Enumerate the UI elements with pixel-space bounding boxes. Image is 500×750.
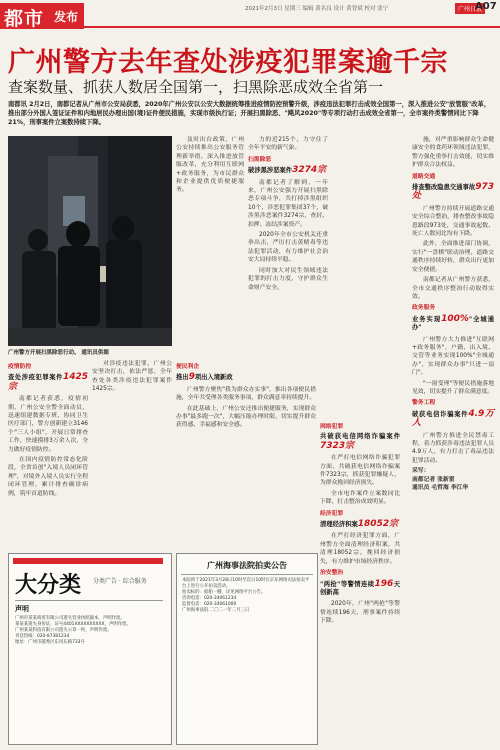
paragraph: 广州警方持续开展道路交通安全综合整治，排查整改事故隐患路段973处，交通事故起数、死亡人数同比均有下降。	[412, 205, 494, 238]
paragraph: 广州警方大力推进"互联网+政务服务"，户籍、出入境、交管等业务实现100%"全城通办"，实现群众办事"只进一扇门"。	[412, 336, 494, 377]
classified-ad-box	[8, 553, 172, 745]
column-3	[248, 136, 328, 294]
paragraph: 南都记者获悉，疫情初期，广州公安全警全面动员，迅速组建数据专班，协同卫生医疗部门，警方创新建立3146个"三人小组"，开展日常排查工作，快速摸排3万余人次，全力做好疫情防控。	[8, 396, 88, 453]
headline: 广州警方去年查处涉疫犯罪案逾千宗	[8, 47, 448, 78]
paragraph: 施，对严重影响群众生命健康安全的食药环领域违法犯罪，警方强化重拳打击效能，切实维护群众合法权益。	[412, 137, 494, 169]
auction-notice-box	[176, 553, 318, 745]
section-title-order	[320, 580, 400, 598]
ad-line: 广州某某科技有限公司遗失公章一枚，声明作废。	[15, 628, 112, 633]
section-title-traffic	[412, 183, 494, 202]
section-title-suffix: 天创新高	[320, 580, 401, 596]
paragraph: 对涉疫违法犯罪，广州公安坚决打击，依法严惩，全年查处各类涉疫违法犯罪案件1425宗。	[92, 361, 172, 393]
header-meta: 2021年2月3日 星期三 编辑 黄名良 设计 黄智斌 校对 张宁	[245, 6, 389, 12]
ad-rule	[15, 600, 163, 601]
section-title-text: 破获电信诈骗案件	[412, 410, 469, 418]
section-title-text: 共破获电信网络诈骗案件	[320, 433, 400, 441]
section-head-govservice: 政务服务	[412, 305, 436, 312]
paragraph: 南都记者从广州警方获悉，全市交通秩序整治行动取得实效。	[412, 277, 494, 300]
section-logo-sub: 发布	[54, 10, 79, 24]
byline-correspondent: 通讯员 毛哲海 李江华	[412, 485, 469, 492]
section-title-epidemic	[8, 373, 88, 392]
notice-lines	[182, 578, 312, 614]
paragraph: "一窗受理"等便民措施落地见效，切实提升了群众满意度。	[412, 380, 494, 395]
byline-reporter: 南都记者 张新雷	[412, 476, 455, 483]
paragraph: 及时出台政策，广州公安持续推出公安服务管理新举措，深入推进放管服改革，充分利用互联网+政务服务，为市民群众和企业提供优质便捷服务。	[176, 137, 244, 194]
section-logo	[0, 3, 84, 29]
page-header	[0, 0, 500, 32]
paragraph: 南都记者了解到，一年来，广州公安强力开展扫黑除恶专项斗争，共打掉涉黑组织10个，涉恶犯罪集团37个，破涉黑涉恶案件3274宗，查封、扣押、冻结涉案资产。	[248, 179, 328, 228]
column-2b	[176, 360, 316, 432]
section-title-text: 清理经济积案	[320, 521, 358, 529]
ad-lines	[15, 616, 163, 646]
notice-line: 本院将于2021年3月28日10时至次日10时在京东网络司法拍卖平台上进行公开拍卖活动。	[182, 578, 310, 589]
ad-line: 广州市某某商贸有限公司遗失营业执照副本，声明作废。	[15, 616, 125, 621]
section-head-traffic: 道路交通	[412, 173, 436, 180]
section-title-number: 196	[374, 578, 394, 589]
photo-caption: 广州警方开展扫黑除恶行动。 通讯员供图	[8, 350, 109, 356]
section-head-project: 警务工程	[412, 400, 436, 407]
column-3b	[320, 420, 400, 628]
paragraph: 力的近215个，力守住了全年平安的新气象。	[248, 137, 328, 152]
section-title-gang	[248, 166, 328, 175]
ad-line: 地址：广州市越秀区东风东路733号	[15, 640, 85, 645]
ad-title: 大分类	[15, 573, 82, 598]
section-title-number: 1425宗	[8, 372, 88, 392]
section-title-number: 9	[188, 372, 195, 383]
paragraph: 在国内疫情防控常态化阶段，全省首创"入境人员闭环管理"，对境外入境人员实行全程闭环管理，累计排查确诊病例，筑牢首道防线。	[8, 457, 88, 497]
paragraph: 2020年全市公安机关还重拳出击，严厉打击黄赌毒等违法犯罪活动，有力维护社会治安大局持续平稳。	[248, 232, 328, 264]
section-title-economic	[320, 520, 400, 529]
subheadline: 查案数量、抓获人数居全国第一，扫黑除恶成效全省第一	[8, 78, 384, 96]
section-title-govservice	[412, 315, 494, 333]
paragraph: 此外，全面推进部门协调，实行"一盘棋"联动治理，道路交通秩序持续好转，群众出行更加安全便捷。	[412, 241, 494, 273]
paragraph: 广州警方推进全民禁毒工程，着力抓获涉毒违法犯罪人员4.9万人，有力打击了毒品违法犯罪活动。	[412, 432, 494, 464]
paragraph: 全市电诈案件立案数同比下降，打击整治成效明显。	[320, 490, 400, 506]
paragraph: 同时加大对民生领域违法犯罪的打击力度，守护群众生命财产安全。	[248, 267, 328, 291]
section-title-text: 排查整改隐患交通事故	[412, 184, 476, 192]
section-title-text: 业务实现	[412, 315, 442, 323]
section-title-text: 破涉黑涉恶案件	[248, 167, 293, 175]
section-head-economic: 经济犯罪	[320, 510, 344, 517]
section-title-number: 18052宗	[357, 519, 399, 530]
section-head-service: 便民利企	[176, 364, 200, 370]
header-rule	[84, 26, 500, 28]
column-1b	[92, 360, 172, 396]
ad-line: 刊登热线：020-87381234	[15, 634, 70, 639]
ad-subtitle: 分类广告 · 综合服务	[93, 578, 147, 585]
section-head-gang: 扫黑除恶	[248, 156, 272, 163]
notice-line: 广州海事法院 二〇二一年二月三日	[182, 608, 250, 613]
section-head-cyber: 网络犯罪	[320, 424, 344, 430]
column-4	[412, 136, 494, 492]
column-2	[176, 136, 244, 197]
lead-paragraph: 南都讯 2月2日，南都记者从广州市公安局获悉，2020年广州公安以公安大数据统筹推进疫情防控预警升级，涉疫违法犯罪打击成效全国第一，深入推进公安"放管服"改革，推出部分外国人签证证件和内地居民办理出国(境)证件便民措施，实现市级执行证；开展扫黑除恶、"飓风2020"等专项行动打击成效全省第一，全市案件类警情同比下降21%，刑事案件立案数持续下降。	[8, 101, 491, 126]
section-title-number: 7323宗	[320, 440, 355, 451]
photo-illustration	[8, 136, 172, 346]
paragraph: 广州警方聚焦"我为群众办实事"，推出各项便民措施，全年共受理各类服务事项，群众满意率持续提升。	[176, 386, 316, 402]
notice-title: 广州海事法院拍卖公告	[207, 561, 287, 570]
paragraph: 在严打经济犯罪方面，广州警方全面清理经济积案，共清理18052宗，挽回经济损失，有力维护市场经济秩序。	[320, 533, 400, 565]
section-title-number: 973处	[412, 182, 494, 202]
section-title-suffix: 项出入境新政	[194, 374, 233, 382]
section-head-epidemic: 疫情防控	[8, 364, 32, 370]
section-title-text: 查处涉疫犯罪案件	[8, 374, 63, 382]
section-title-project	[412, 410, 494, 429]
paragraph: 在严打电信网络诈骗犯罪方面，共破获电信网络诈骗案件7323宗，抓获犯罪嫌疑人，为群众挽回经济损失。	[320, 455, 400, 487]
ad-top-bar	[13, 558, 163, 564]
section-title-cyber	[320, 433, 400, 451]
news-photo	[8, 136, 172, 346]
ad-line: 某某某遗失身份证，证号4401XXXXXXXXXX，声明作废。	[15, 622, 131, 627]
notice-rule	[181, 574, 313, 575]
notice-line: 咨询电话：020-34061234	[182, 596, 237, 601]
newspaper-tag: 广州日报	[455, 3, 485, 14]
notice-line: 监督电话：020-34061000	[182, 602, 237, 607]
paragraph: 2020年，广州"两抢"等警情连续196天，刑事案件持续下降。	[320, 601, 400, 625]
section-title-number: 4.9万人	[412, 408, 494, 429]
ad-section-title: 声明	[15, 605, 29, 613]
section-title-text: "两抢"等警情连续	[320, 580, 375, 588]
section-title-number: 100%	[441, 313, 469, 324]
section-logo-text: 都市	[4, 8, 45, 30]
page-number: A07	[475, 1, 497, 12]
column-1	[8, 360, 88, 500]
section-head-order: 治安整治	[320, 570, 344, 577]
section-title-number: 3274宗	[292, 165, 327, 176]
section-title-suffix: "全城通办"	[412, 315, 495, 332]
paragraph: 在此基础上，广州公安还推出便捷服务，实现群众办事"最多跑一次"，大幅压缩办理时限，切实提升群众获得感、幸福感和安全感。	[176, 405, 316, 429]
notice-line: 拍卖标的：船舶一艘，详见网络平台公告。	[182, 590, 266, 595]
section-title-service	[176, 373, 316, 382]
byline-label: 采写：	[412, 468, 430, 475]
section-title-text: 推出	[176, 374, 189, 382]
